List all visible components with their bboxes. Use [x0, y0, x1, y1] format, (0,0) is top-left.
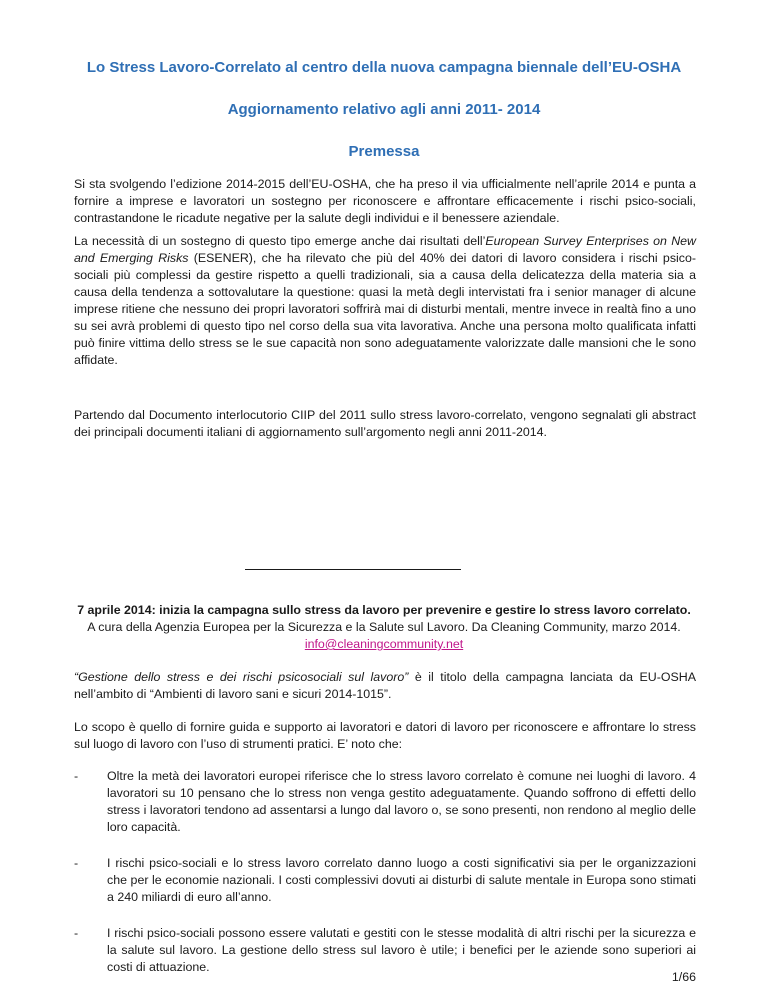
intro-paragraph-3: Partendo dal Documento interlocutorio CIIP del 2011 sullo stress lavoro-correlato, vengono segnalati gli abstract dei principali documenti italiani di aggiornamento sull’argomento negli anni 2011-2014.	[74, 408, 696, 439]
article-paragraph-1	[74, 669, 696, 703]
article-paragraph-1-rest: è il titolo della campagna lanciata da EU-OSHA nell’ambito di “Ambienti di lavoro sani e sicuri 2014-1015”.	[74, 670, 696, 701]
bullet-text: I rischi psico-sociali e lo stress lavoro correlato danno luogo a costi significativi sia per le organizzazioni che per le economie nazionali. I costi complessivi dovuti ai disturbi di salute mentale in Europa sono stimati a 240 miliardi di euro all’anno.	[107, 856, 696, 904]
article-email-line	[60, 636, 708, 653]
document-subtitle: Aggiornamento relativo agli anni 2011- 2014	[227, 101, 541, 118]
bullet-text: I rischi psico-sociali possono essere valutati e gestiti con le stesse modalità di altri rischi per la sicurezza e la salute sul lavoro. La gestione dello stress sul lavoro è utile; i benefici per le aziende sono superiori ai costi di attuazione.	[107, 926, 696, 974]
bullet-marker: -	[74, 926, 79, 940]
intro-paragraph-1: Si sta svolgendo l’edizione 2014-2015 dell’EU-OSHA, che ha preso il via ufficialmente nell’aprile 2014 e punta a fornire a imprese e lavoratori un sostegno per riconoscere e affrontare efficacemente i rischi psico-sociali, contrastandone le ricadute negative per la salute degli individui e il benessere aziendale.	[74, 177, 696, 225]
page-number: 1/66	[671, 970, 696, 984]
intro-paragraph-2-body: (ESENER), che ha rilevato che più del 40% dei datori di lavoro considera i rischi psico-sociali più complessi da gestire rispetto a quelli tradizionali, sia a causa della delicatezza della materia sia a causa della tendenza a sottovalutare la questione: quasi la metà degli intervistati fra i senior manager di alcune imprese ritiene che nessuno dei propri lavoratori soffrirà mai di disturbi mentali, mentre invece in realtà fino a uno su sei avrà problemi di questo tipo nel corso della sua vita lavorativa. Anche una persona molto qualificata infatti può finire vittima dello stress se le sue capacità non sono adeguatamente valorizzate dalle mansioni che le sono affidate.	[74, 251, 696, 367]
intro-paragraph-2-lead: La necessità di un sostegno di questo tipo emerge anche dai risultati dell’	[74, 234, 486, 248]
document-title: Lo Stress Lavoro-Correlato al centro della nuova campagna biennale dell’EU-OSHA	[86, 59, 682, 76]
article-source: A cura della Agenzia Europea per la Sicurezza e la Salute sul Lavoro. Da Cleaning Community, marzo 2014.	[87, 620, 681, 634]
article-paragraph-2: Lo scopo è quello di fornire guida e supporto ai lavoratori e datori di lavoro per riconoscere e affrontare lo stress sul luogo di lavoro con l’uso di strumenti pratici. E’ noto che:	[74, 720, 696, 751]
section-separator	[245, 569, 461, 570]
esener-survey-title: European Survey Enterprises on New and Emerging Risks	[74, 234, 696, 265]
campaign-title: “Gestione dello stress e dei rischi psicosociali sul lavoro”	[74, 670, 409, 684]
section-heading-premessa: Premessa	[348, 143, 420, 160]
bullet-marker: -	[74, 769, 79, 783]
bullet-marker: -	[74, 856, 79, 870]
intro-paragraph-2	[74, 233, 696, 369]
article-headline: 7 aprile 2014: inizia la campagna sullo stress da lavoro per prevenire e gestire lo stress lavoro correlato.	[77, 603, 691, 617]
email-link[interactable]: info@cleaningcommunity.net	[304, 637, 464, 651]
bullet-text: Oltre la metà dei lavoratori europei riferisce che lo stress lavoro correlato è comune nei luoghi di lavoro. 4 lavoratori su 10 pensano che lo stress non venga gestito adeguatamente. Quando soffrono di effetti dello stress i lavoratori tendono ad assentarsi a lungo dal lavoro o, se sono presenti, non rendono al meglio delle loro capacità.	[107, 769, 696, 834]
